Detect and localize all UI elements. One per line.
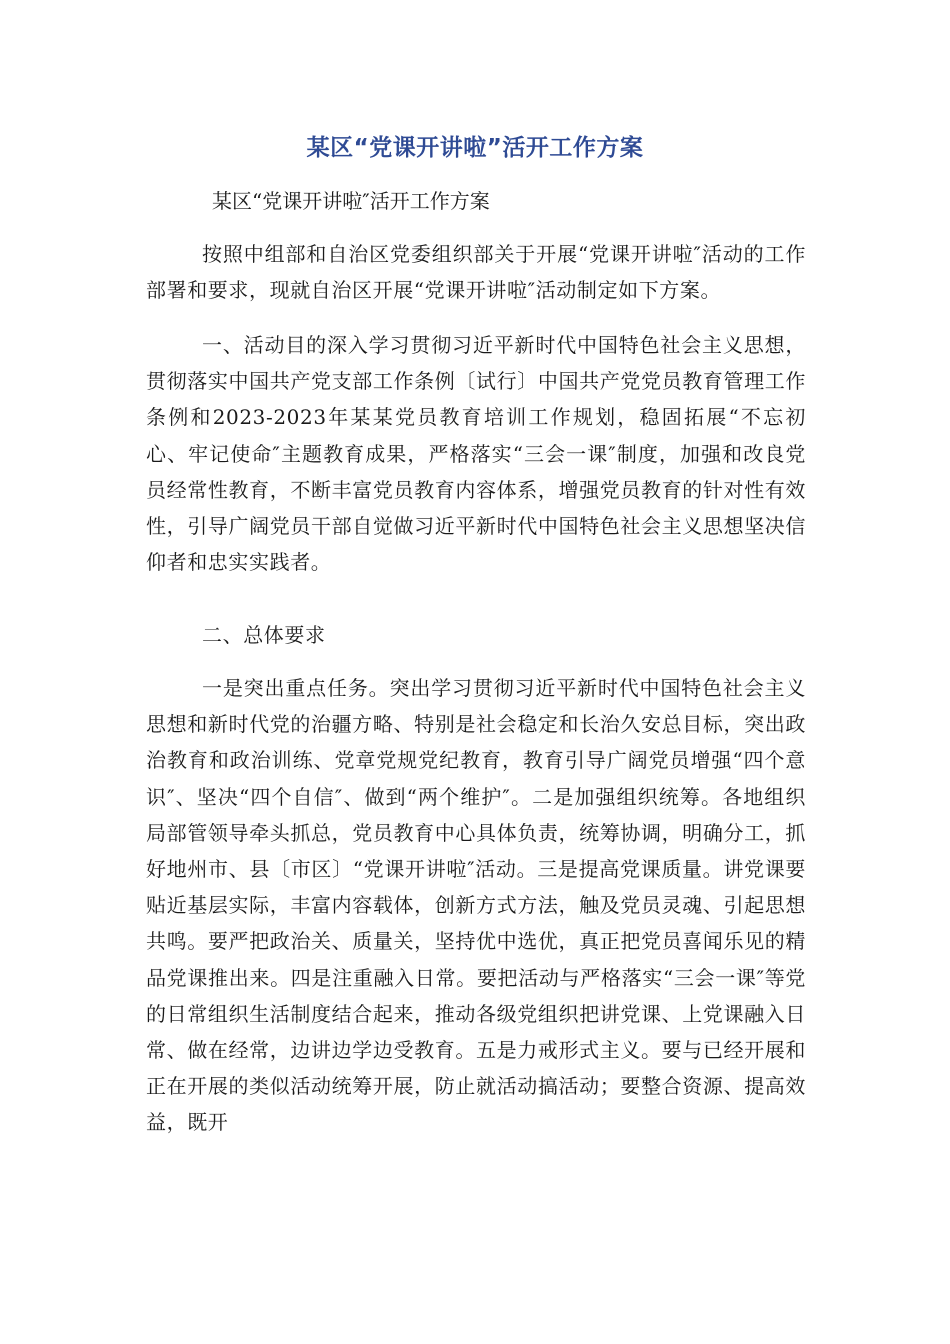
document-subtitle: 某区“党课开讲啦″活开工作方案 [212, 189, 490, 213]
document-title: 某区“党课开讲啦”活开工作方案 [306, 135, 644, 161]
paragraph-section-1: 一、活动目的深入学习贯彻习近平新时代中国特色社会主义思想，贯彻落实中国共产党支部工作条例〔试行〕中国共产党党员教育管理工作条例和2023-2023年某某党员教育培训工作规划，稳固拓展“不忘初心、牢记使命″主题教育成果，严格落实“三会一课″制度，加强和改良党员经常性教育，不断丰富党员教育内容体系，增强党员教育的针对性有效性，引导广阔党员干部自觉做习近平新时代中国特色社会主义思想坚决信仰者和忠实实践者。 [146, 333, 806, 575]
section-heading-2: 二、总体要求 [202, 623, 326, 647]
paragraph-section-2-body: 一是突出重点任务。突出学习贯彻习近平新时代中国特色社会主义思想和新时代党的治疆方略、特别是社会稳定和长治久安总目标，突出政治教育和政治训练、党章党规党纪教育，教育引导广阔党员增强“四个意识″、坚决“四个自信″、做到“两个维护″。二是加强组织统筹。各地组织局部管领导牵头抓总，党员教育中心具体负责，统筹协调，明确分工，抓好地州市、县〔市区〕“党课开讲啦″活动。三是提高党课质量。讲党课要贴近基层实际，丰富内容载体，创新方式方法，触及党员灵魂、引起思想共鸣。要严把政治关、质量关，坚持优中选优，真正把党员喜闻乐见的精品党课推出来。四是注重融入日常。要把活动与严格落实“三会一课″等党的日常组织生活制度结合起来，推动各级党组织把讲党课、上党课融入日常、做在经常，边讲边学边受教育。五是力戒形式主义。要与已经开展和正在开展的类似活动统筹开展，防止就活动搞活动；要整合资源、提高效益，既开 [146, 676, 806, 1135]
paragraph-intro: 按照中组部和自治区党委组织部关于开展“党课开讲啦″活动的工作部署和要求，现就自治区开展“党课开讲啦″活动制定如下方案。 [146, 242, 806, 303]
